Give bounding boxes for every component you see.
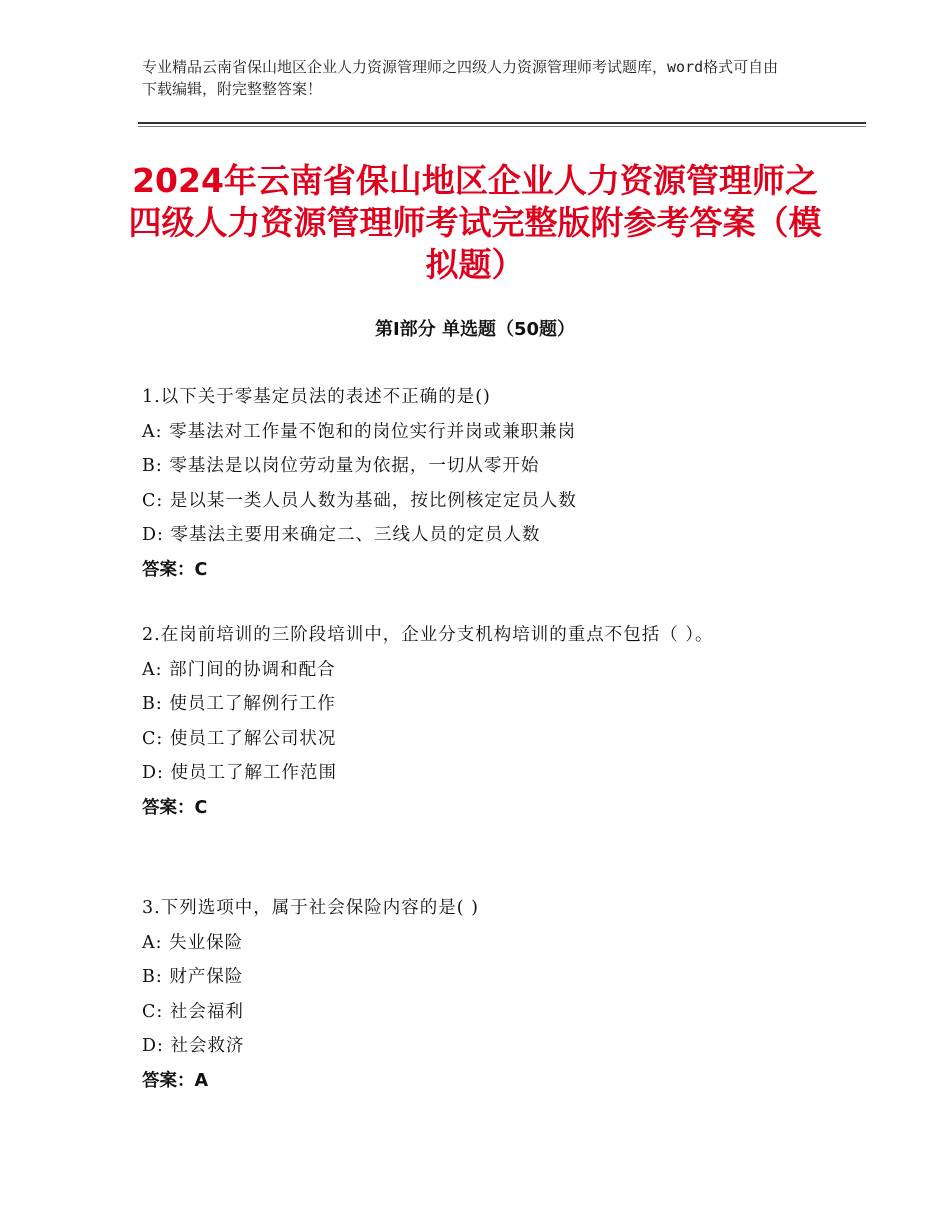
question-2 <box>142 618 792 825</box>
header-divider-thin <box>138 126 866 127</box>
option-d: D: 零基法主要用来确定二、三线人员的定员人数 <box>142 525 541 545</box>
question-stem: 1.以下关于零基定员法的表述不正确的是() <box>142 387 491 407</box>
document-title: 2024年云南省保山地区企业人力资源管理师之四级人力资源管理师考试完整版附参考答案（模拟题） <box>128 161 822 284</box>
option-b: B: 财产保险 <box>142 967 244 987</box>
option-a: A: 失业保险 <box>142 932 244 953</box>
option-b: B: 使员工了解例行工作 <box>142 694 336 714</box>
question-stem: 2.在岗前培训的三阶段培训中，企业分支机构培训的重点不包括（ ）。 <box>142 625 714 645</box>
answer: 答案：A <box>142 1070 209 1091</box>
option-a: A: 部门间的协调和配合 <box>142 659 336 680</box>
option-a: A: 零基法对工作量不饱和的岗位实行并岗或兼职兼岗 <box>142 421 577 442</box>
question-1 <box>142 380 792 587</box>
option-d: D: 使员工了解工作范围 <box>142 763 337 783</box>
question-stem: 3.下列选项中，属于社会保险内容的是( ) <box>142 898 479 918</box>
option-c: C: 是以某一类人员人数为基础，按比例核定定员人数 <box>142 490 577 511</box>
option-c: C: 使员工了解公司状况 <box>142 728 337 749</box>
answer: 答案：C <box>142 797 208 818</box>
header-divider <box>138 122 866 124</box>
answer: 答案：C <box>142 559 208 580</box>
option-c: C: 社会福利 <box>142 1001 244 1022</box>
question-3 <box>142 891 792 1098</box>
section-title: 第Ⅰ部分 单选题（50题） <box>374 319 575 340</box>
option-b: B: 零基法是以岗位劳动量为依据，一切从零开始 <box>142 456 540 476</box>
option-d: D: 社会救济 <box>142 1036 245 1056</box>
header-note: 专业精品云南省保山地区企业人力资源管理师之四级人力资源管理师考试题库，word格式可自由下载编辑，附完整整答案！ <box>142 58 779 98</box>
